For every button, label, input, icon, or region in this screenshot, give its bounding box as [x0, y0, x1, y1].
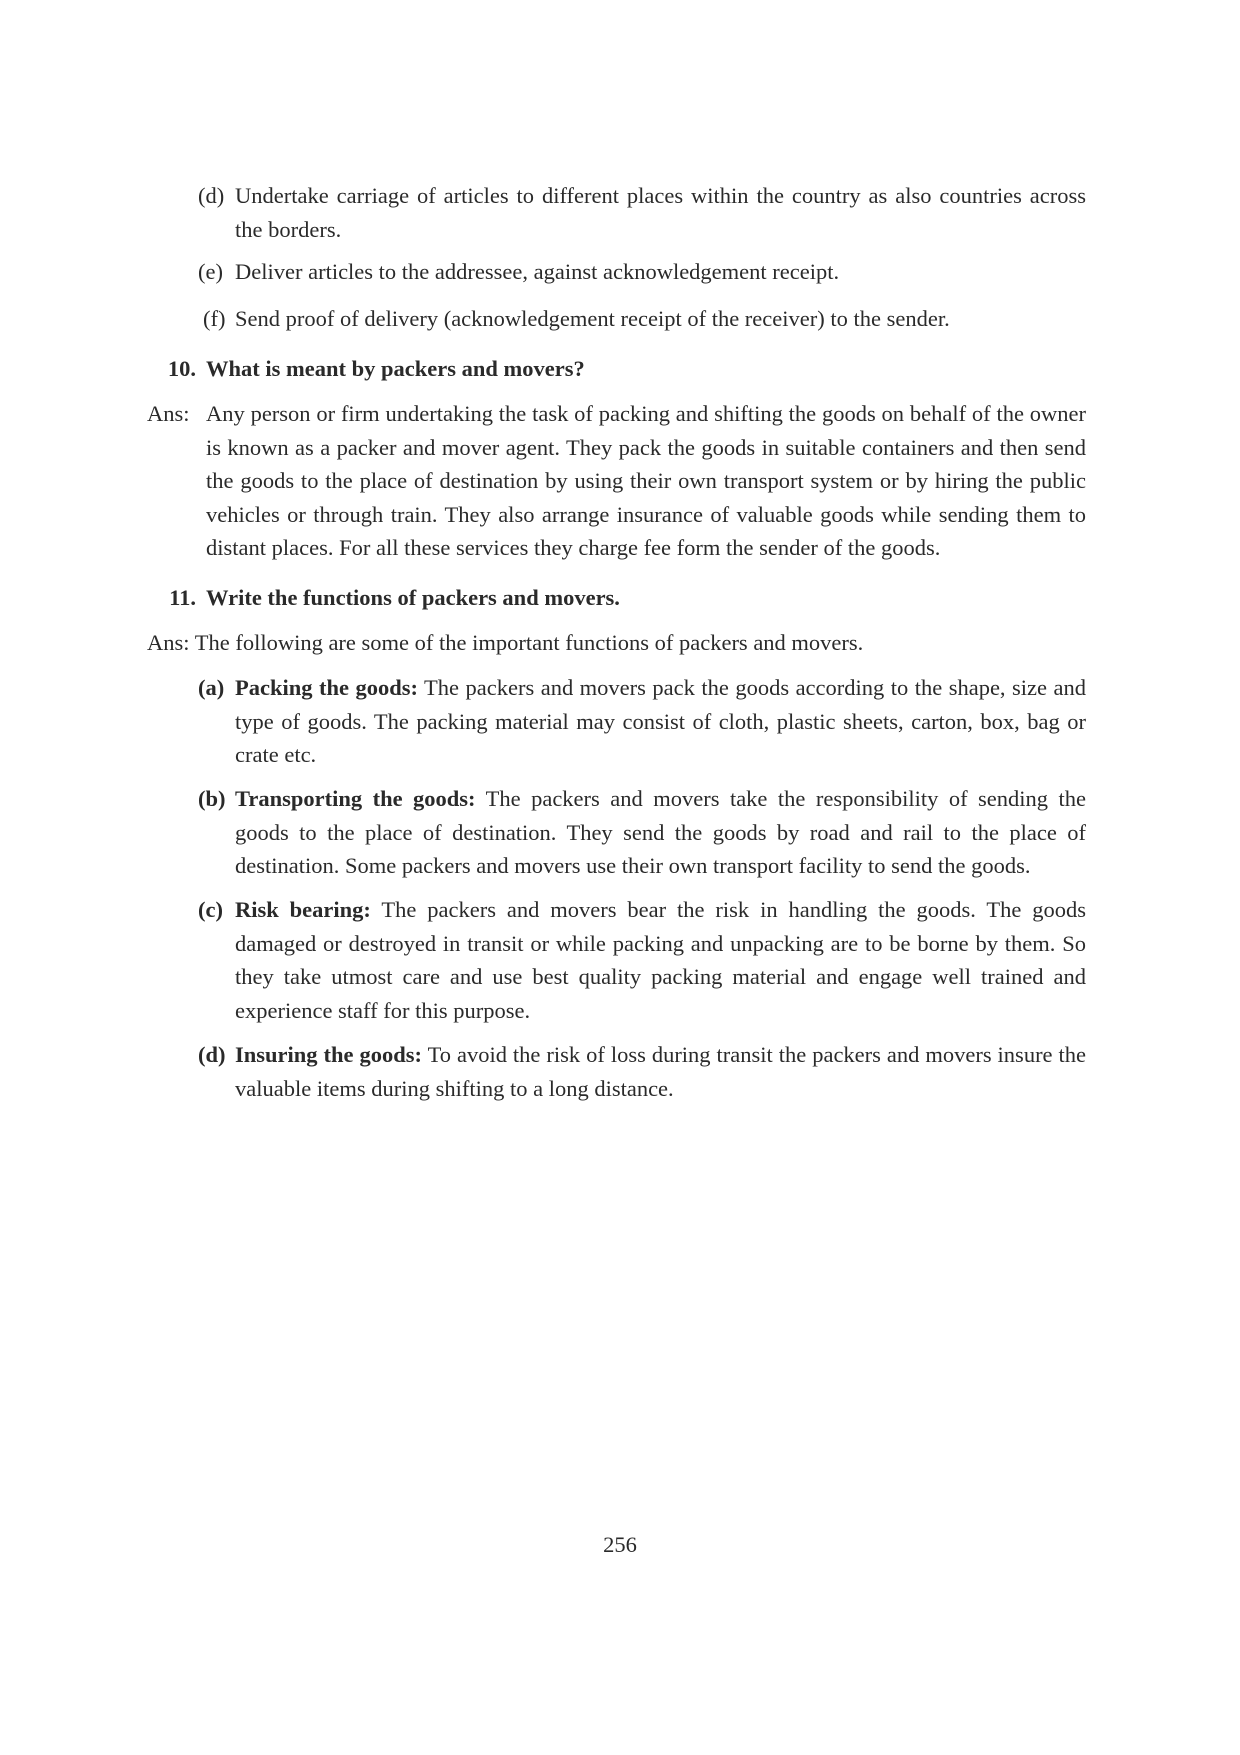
list-item	[198, 255, 1086, 289]
list-item-text: Send proof of delivery (acknowledgement receipt of the receiver) to the sender.	[235, 306, 950, 331]
answer-text: Any person or firm undertaking the task of packing and shifting the goods on behalf of the owner is known as a packer and mover agent. They pack the goods in suitable containers and then send the goods to the place of destination by using their own transport system or by hiring the public vehicles or through train. They also arrange insurance of valuable goods while sending them to distant places. For all these services they charge fee form the sender of the goods.	[206, 401, 1086, 560]
function-heading: Transporting the goods:	[235, 786, 476, 811]
answer-label: Ans:	[147, 401, 190, 426]
function-heading: Insuring the goods:	[235, 1042, 422, 1067]
function-label: (b)	[198, 786, 226, 811]
function-label: (a)	[198, 675, 225, 700]
list-item-text: Deliver articles to the addressee, against acknowledgement receipt.	[235, 259, 840, 284]
function-label: (d)	[198, 1042, 226, 1067]
function-text: To avoid the risk of loss during transit the packers and movers insure the valuable items during shifting to a long distance.	[235, 1042, 1087, 1101]
question-text: Write the functions of packers and movers.	[206, 585, 620, 610]
list-item-label: (d)	[198, 183, 225, 208]
question-number: 10.	[167, 356, 196, 381]
function-text: The packers and movers bear the risk in handling the goods. The goods damaged or destroyed in transit or while packing and unpacking are to be borne by them. So they take utmost care and use best quality packing material and engage well trained and experience staff for this purpose.	[235, 897, 1086, 1023]
question-text: What is meant by packers and movers?	[206, 356, 585, 381]
answer-11-intro: Ans: The following are some of the important functions of packers and movers.	[147, 630, 864, 655]
function-item	[198, 671, 1086, 772]
list-item	[198, 179, 1086, 246]
list-item-text: Undertake carriage of articles to different places within the country as also countries across the borders.	[235, 183, 1086, 242]
list-item-label: (e)	[198, 259, 223, 284]
list-item	[198, 302, 1086, 336]
function-label: (c)	[198, 897, 223, 922]
question-number: 11.	[169, 585, 196, 610]
page-number: 256	[603, 1532, 637, 1557]
function-text: The packers and movers pack the goods according to the shape, size and type of goods. The packing material may consist of cloth, plastic sheets, carton, box, bag or crate etc.	[235, 675, 1086, 767]
function-item	[198, 1038, 1086, 1105]
function-item	[198, 893, 1086, 1027]
list-item-label: (f)	[203, 306, 226, 331]
function-text: The packers and movers take the responsibility of sending the goods to the place of destination. They send the goods by road and rail to the place of destination. Some packers and movers use their own transport facility to send the goods.	[235, 786, 1086, 878]
function-heading: Risk bearing:	[235, 897, 371, 922]
function-heading: Packing the goods:	[235, 675, 418, 700]
answer-10	[147, 397, 1086, 565]
function-item	[198, 782, 1086, 883]
